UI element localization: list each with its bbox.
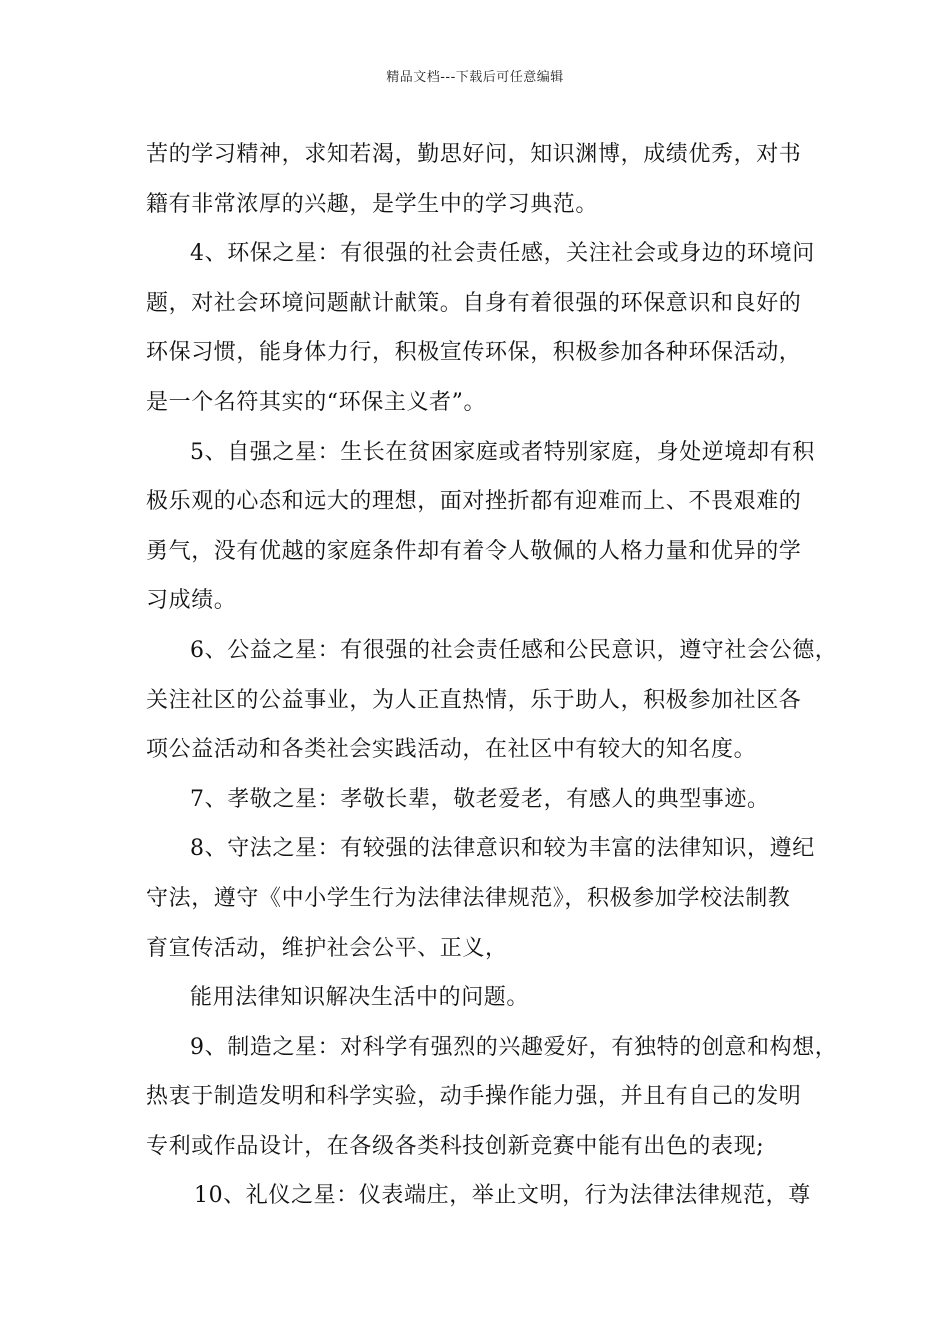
document-body [146, 130, 838, 1221]
text-line: 习成绩。 [146, 588, 237, 614]
text-line: 8、守法之星：有较强的法律意识和较为丰富的法律知识，遵纪 [190, 836, 815, 862]
text-line: 题，对社会环境问题献计献策。自身有着很强的环保意识和良好的 [146, 290, 802, 316]
text-line: 是一个名符其实的“环保主义者”。 [146, 389, 487, 415]
text-line: 守法，遵守《中小学生行为法律法律规范》，积极参加学校法制教 [146, 885, 791, 911]
text-line: 6、公益之星：有很强的社会责任感和公民意识，遵守社会公德， [190, 637, 838, 663]
text-line: 5、自强之星：生长在贫困家庭或者特别家庭，身处逆境却有积 [190, 439, 815, 465]
text-line: 勇气，没有优越的家庭条件却有着令人敬佩的人格力量和优异的学 [146, 538, 802, 564]
text-line: 能用法律知识解决生活中的问题。 [190, 985, 530, 1011]
page-header: 精品文档---下载后可任意编辑 [386, 70, 564, 85]
text-line: 关注社区的公益事业，为人正直热情，乐于助人，积极参加社区各 [146, 687, 802, 713]
text-line: 10、礼仪之星：仪表端庄，举止文明，行为法律法律规范，尊 [194, 1183, 811, 1209]
text-line: 9、制造之星：对科学有强烈的兴趣爱好，有独特的创意和构想， [190, 1034, 838, 1060]
text-line: 育宣传活动，维护社会公平、正义， [146, 935, 508, 961]
text-line: 专利或作品设计，在各级各类科技创新竞赛中能有出色的表现; [146, 1133, 765, 1159]
text-line: 7、孝敬之星：孝敬长辈，敬老爱老，有感人的典型事迹。 [190, 786, 770, 812]
text-line: 极乐观的心态和远大的理想，面对挫折都有迎难而上、不畏艰难的 [146, 489, 802, 515]
text-line: 4、环保之星：有很强的社会责任感，关注社会或身边的环境问 [190, 241, 815, 267]
text-line: 环保习惯，能身体力行，积极宣传环保，积极参加各种环保活动， [146, 340, 802, 366]
text-line: 项公益活动和各类社会实践活动，在社区中有较大的知名度。 [146, 737, 757, 763]
text-line: 苦的学习精神，求知若渴，勤思好问，知识渊博，成绩优秀，对书 [146, 142, 802, 167]
text-line: 籍有非常浓厚的兴趣，是学生中的学习典范。 [146, 191, 599, 217]
text-line: 热衷于制造发明和科学实验，动手操作能力强，并且有自己的发明 [146, 1084, 802, 1110]
